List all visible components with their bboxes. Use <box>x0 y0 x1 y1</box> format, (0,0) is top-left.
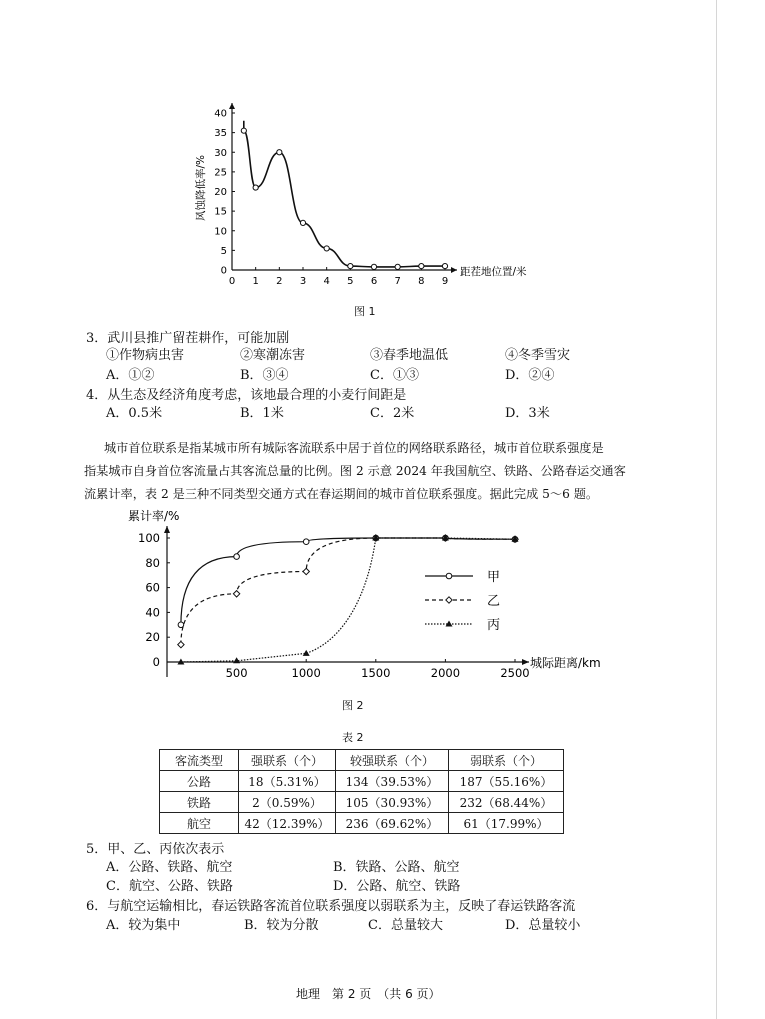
figure-2-y-tick-label: 80 <box>145 555 160 570</box>
figure-1-x-tick-label: 4 <box>323 276 330 287</box>
figure-2-x-tick-label: 500 <box>225 666 248 680</box>
figure-1-ylabel: 风蚀降低率/% <box>195 154 207 222</box>
table-header-cell: 较强联系（个） <box>336 750 449 771</box>
table-row <box>160 792 564 813</box>
question-6-option-a: A．较为集中 <box>106 918 181 933</box>
figure-1-x-tick-label: 3 <box>299 276 307 287</box>
question-4-stem: 4．从生态及经济角度考虑，该地最合理的小麦行间距是 <box>86 388 407 403</box>
figure-1-x-tick-label: 1 <box>252 276 259 287</box>
figure-1-x-tick-label: 5 <box>347 276 354 287</box>
table-cell: 2（0.59%） <box>239 792 336 813</box>
question-3-item-2: ②寒潮冻害 <box>240 348 306 363</box>
table-cell: 18（5.31%） <box>239 771 336 792</box>
figure-2-xlabel: 城际距离/km <box>530 656 601 670</box>
table-cell: 187（55.16%） <box>449 771 564 792</box>
figure-2-legend-label: 甲 <box>487 570 501 585</box>
figure-2-series-line-2 <box>181 538 515 645</box>
question-3-option-b: B．③④ <box>240 368 289 383</box>
figure-2-ylabel: 累计率/% <box>128 509 180 523</box>
figure-2-data-point <box>233 591 239 597</box>
figure-1-y-tick-label: 35 <box>214 128 227 140</box>
figure-1-xlabel: 距茬地位置/米 <box>460 266 527 278</box>
question-3-option-c: C．①③ <box>370 368 419 383</box>
figure-2-x-tick-label: 2000 <box>430 666 461 680</box>
question-3-item-1: ①作物病虫害 <box>106 348 185 363</box>
figure-1-y-tick-label: 15 <box>214 206 227 218</box>
question-5-option-d: D．公路、航空、铁路 <box>333 879 461 894</box>
figure-2-y-tick-label: 0 <box>152 655 160 669</box>
figure-2-legend-marker <box>446 597 452 603</box>
figure-2-x-tick-label: 2500 <box>500 666 530 680</box>
question-5-option-a: A．公路、铁路、航空 <box>106 860 233 875</box>
figure-2-y-tick-label: 20 <box>145 630 160 645</box>
question-6-option-d: D．总量较小 <box>505 918 581 933</box>
figure-1-y-tick-label: 10 <box>214 226 227 238</box>
table-cell: 105（30.93%） <box>336 792 449 813</box>
question-3-stem: 3．武川县推广留茬耕作，可能加剧 <box>86 331 290 346</box>
figure-1-x-tick-label: 6 <box>370 276 378 287</box>
figure-2-data-point <box>178 622 184 628</box>
table-cell: 232（68.44%） <box>449 792 564 813</box>
figure-1-y-tick-label: 5 <box>220 245 227 257</box>
question-5-option-b: B．铁路、公路、航空 <box>333 860 460 875</box>
table-cell: 公路 <box>160 771 239 792</box>
table-header-row <box>160 750 564 771</box>
figure-2-data-point <box>303 568 309 574</box>
table-2 <box>159 749 564 834</box>
table-cell: 铁路 <box>160 792 239 813</box>
figure-2-y-tick-label: 60 <box>145 580 160 595</box>
intro-line-2: 指某城市自身首位客流量占其客流总量的比例。图 2 示意 2024 年我国航空、铁路、公路春运交通客 <box>84 464 626 478</box>
figure-2-data-point <box>303 650 310 656</box>
question-6-option-b: B．较为分散 <box>244 918 319 933</box>
figure-1-x-tick-label: 9 <box>441 276 449 287</box>
intro-line-3: 流累计率，表 2 是三种不同类型交通方式在春运期间的城市首位联系强度。据此完成 5～6 题。 <box>84 487 599 501</box>
figure-1-x-tick-label: 2 <box>276 276 283 287</box>
intro-line-1: 城市首位联系是指某城市所有城际客流联系中居于首位的网络联系路径，城市首位联系强度是 <box>104 441 604 455</box>
question-4-option-a: A．0.5米 <box>106 406 163 421</box>
figure-2-series-line-1 <box>181 538 515 625</box>
table-cell: 61（17.99%） <box>449 813 564 834</box>
table-header-cell: 客流类型 <box>160 750 239 771</box>
table-header-cell: 强联系（个） <box>239 750 336 771</box>
table-row <box>160 813 564 834</box>
figure-1-x-tick-label: 8 <box>418 276 425 287</box>
figure-2-data-point <box>303 539 309 545</box>
figure-1-y-tick-label: 40 <box>214 108 227 120</box>
table-row <box>160 771 564 792</box>
table-cell: 134（39.53%） <box>336 771 449 792</box>
question-6-stem: 6．与航空运输相比，春运铁路客流首位联系强度以弱联系为主，反映了春运铁路客流 <box>86 899 576 914</box>
table-header-cell: 弱联系（个） <box>449 750 564 771</box>
figure-2-y-arrow <box>164 526 170 533</box>
question-5-option-c: C．航空、公路、铁路 <box>106 879 233 894</box>
table-cell: 航空 <box>160 813 239 834</box>
figure-1-y-tick-label: 25 <box>214 167 227 179</box>
table-cell: 42（12.39%） <box>239 813 336 834</box>
figure-1-y-tick-label: 0 <box>220 265 227 277</box>
figure-1-y-tick-label: 20 <box>214 187 227 198</box>
figure-2-legend-label: 乙 <box>487 594 501 609</box>
figure-2-data-point <box>234 554 240 560</box>
question-3-item-3: ③春季地温低 <box>370 348 449 363</box>
figure-2-x-arrow <box>522 659 529 665</box>
question-3-item-4: ④冬季雪灾 <box>505 348 571 363</box>
figure-2-legend-label: 丙 <box>487 618 501 633</box>
figure-1-x-tick-label: 7 <box>394 276 401 287</box>
figure-1-x-tick-label: 0 <box>228 276 236 287</box>
question-5-stem: 5．甲、乙、丙依次表示 <box>86 842 225 857</box>
figure-1-caption: 图 1 <box>354 305 376 318</box>
question-3-option-d: D．②④ <box>505 368 555 383</box>
figure-2-y-tick-label: 40 <box>145 605 160 620</box>
figure-2-x-tick-label: 1000 <box>291 666 321 680</box>
figure-1-y-tick-label: 30 <box>214 147 227 159</box>
question-4-option-d: D．3米 <box>505 406 550 421</box>
figure-2-legend-marker <box>446 573 452 579</box>
question-6-option-c: C．总量较大 <box>368 918 443 933</box>
figure-2-y-tick-label: 100 <box>138 531 160 545</box>
question-3-option-a: A．①② <box>106 368 155 383</box>
figure-2-data-point <box>178 641 184 647</box>
question-4-option-c: C．2米 <box>370 406 415 421</box>
question-4-option-b: B．1米 <box>240 406 284 421</box>
figure-2-caption: 图 2 <box>342 699 364 712</box>
table-cell: 236（69.62%） <box>336 813 449 834</box>
table-2-title: 表 2 <box>342 731 364 744</box>
page-footer: 地理 第 2 页 （共 6 页） <box>296 987 441 1001</box>
figure-2-x-tick-label: 1500 <box>361 666 391 680</box>
